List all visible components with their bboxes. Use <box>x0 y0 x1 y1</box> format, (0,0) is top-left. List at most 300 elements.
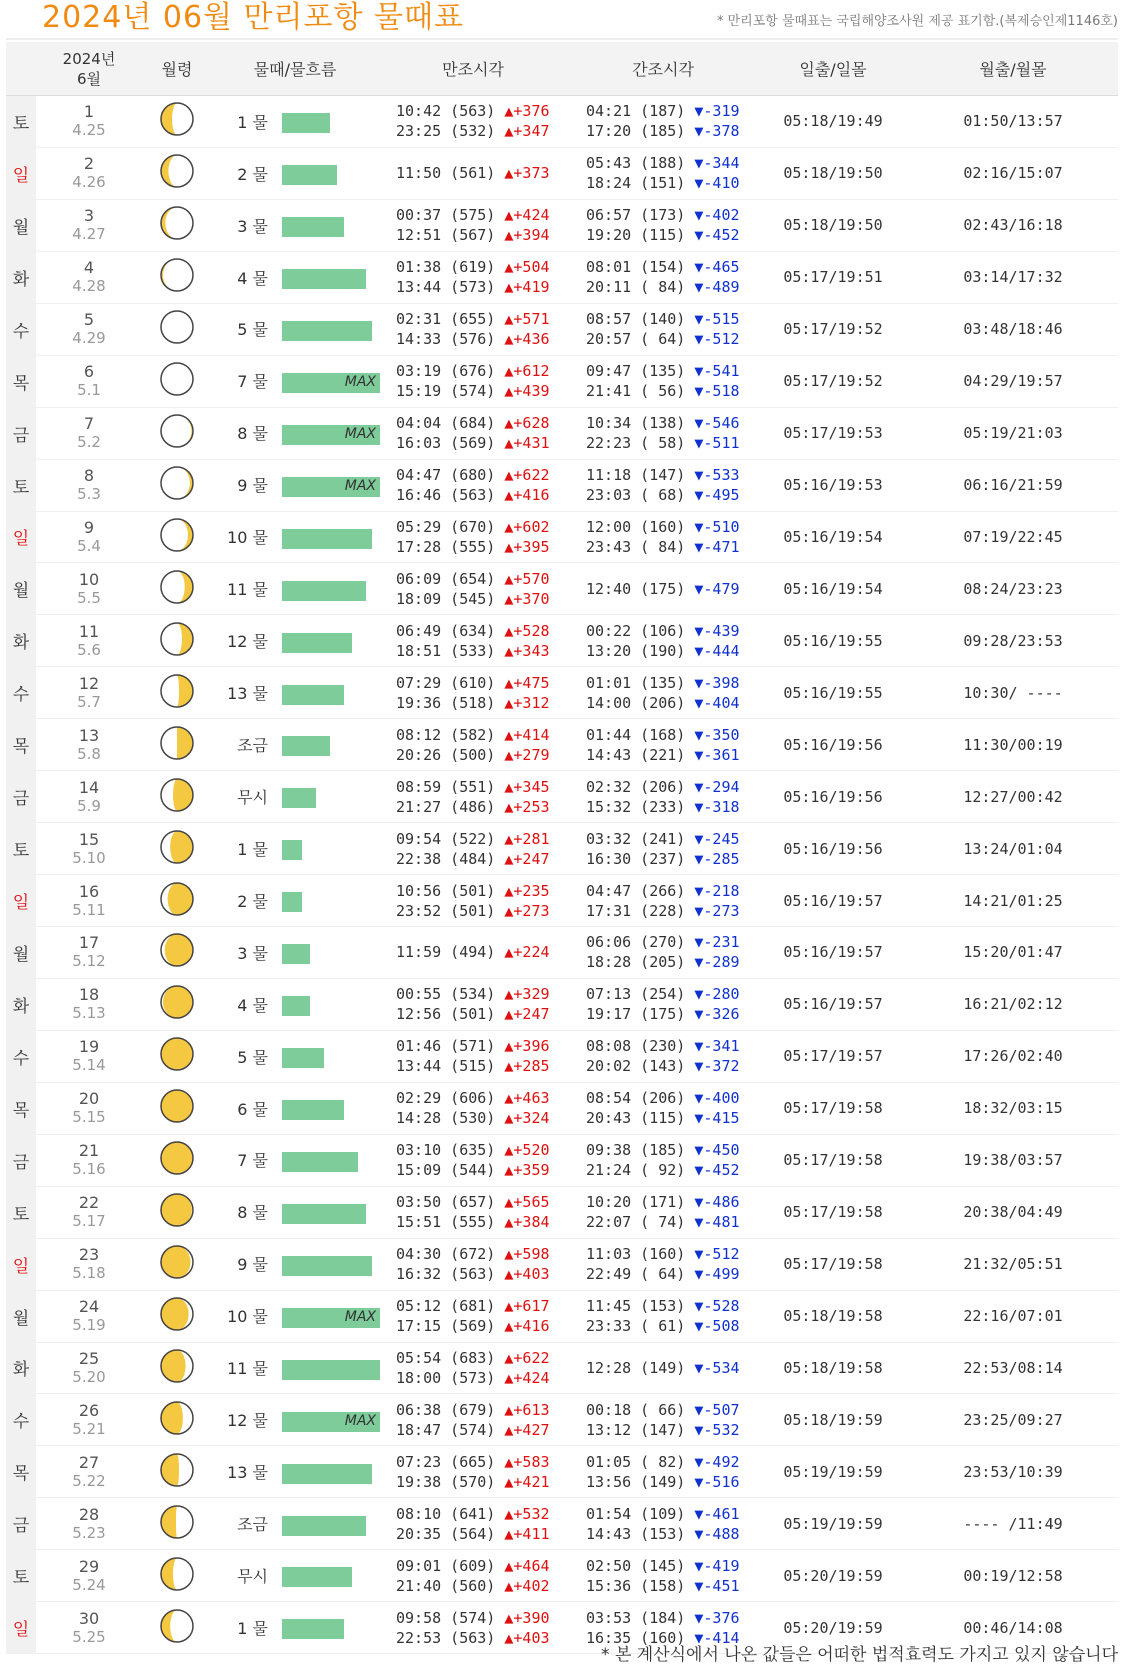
low-tide-line <box>568 1244 758 1264</box>
rise-value: ▲+617 <box>504 1297 550 1316</box>
fall-value: ▼-492 <box>694 1452 740 1471</box>
fall-value: ▼-273 <box>694 901 740 920</box>
moon-phase-cell <box>142 251 212 303</box>
tide-time: 12:51 (567) <box>396 226 505 245</box>
high-tide-line <box>378 849 568 869</box>
table-row <box>6 1290 1118 1342</box>
tide-name: 3 물 <box>237 216 268 236</box>
fall-value: ▼-245 <box>694 829 740 848</box>
solar-day: 10 <box>78 569 100 589</box>
weekday-cell: 토 <box>6 459 36 511</box>
high-tide-line <box>378 1348 568 1368</box>
fall-value: ▼-511 <box>694 434 740 453</box>
moon-phase-icon <box>159 881 195 917</box>
page-title: 2024년 06월 만리포항 물때표 <box>42 0 464 35</box>
table-row <box>6 563 1118 615</box>
moon-phase-icon <box>159 517 195 553</box>
high-tide-line <box>378 465 568 485</box>
divider <box>6 38 1118 40</box>
high-tide-line <box>378 309 568 329</box>
sunrise-sunset: 05:20/19:59 <box>758 1602 908 1654</box>
moonrise-moonset: 00:46/14:08 <box>908 1602 1118 1654</box>
tide-time: 18:00 (573) <box>396 1368 505 1387</box>
tide-name: 5 물 <box>237 1047 268 1067</box>
solar-day: 22 <box>78 1193 100 1213</box>
moon-phase-cell <box>142 1238 212 1290</box>
table-row <box>6 511 1118 563</box>
tide-time: 20:43 (115) <box>586 1109 695 1128</box>
low-tide-line <box>568 173 758 193</box>
tide-time: 22:53 (563) <box>396 1628 505 1647</box>
weekday-cell: 목 <box>6 719 36 771</box>
high-tide-line <box>378 1368 568 1388</box>
date-cell <box>36 303 142 355</box>
fall-value: ▼-294 <box>694 777 740 796</box>
flow-bar <box>282 1619 344 1639</box>
table-row <box>6 1186 1118 1238</box>
sunrise-sunset: 05:17/19:58 <box>758 1186 908 1238</box>
date-cell <box>36 823 142 875</box>
low-tide-line <box>568 277 758 297</box>
rise-value: ▲+571 <box>504 310 550 329</box>
lunar-date: 5.18 <box>72 1264 106 1283</box>
tide-cell <box>212 615 378 667</box>
fall-value: ▼-285 <box>694 849 740 868</box>
header-weekday <box>6 42 36 96</box>
tide-time: 04:47 (266) <box>586 881 695 900</box>
low-tide-line <box>568 1212 758 1232</box>
tide-time: 01:05 ( 82) <box>586 1452 695 1471</box>
header-high: 만조시각 <box>378 42 568 96</box>
low-tide <box>568 615 758 667</box>
rise-value: ▲+411 <box>504 1524 550 1543</box>
tide-time: 20:57 ( 64) <box>586 330 695 349</box>
rise-value: ▲+427 <box>504 1420 550 1439</box>
moonrise-moonset: 18:32/03:15 <box>908 1082 1118 1134</box>
sunrise-sunset: 05:17/19:53 <box>758 407 908 459</box>
tide-table <box>6 42 1118 1654</box>
sunrise-sunset: 05:18/19:50 <box>758 199 908 251</box>
moonrise-moonset: 02:43/16:18 <box>908 199 1118 251</box>
sunrise-sunset: 05:18/19:50 <box>758 147 908 199</box>
rise-value: ▲+583 <box>504 1452 550 1471</box>
weekday-cell: 화 <box>6 978 36 1030</box>
solar-day: 17 <box>78 933 100 953</box>
weekday-cell: 일 <box>6 1238 36 1290</box>
rise-value: ▲+373 <box>504 164 550 183</box>
high-tide <box>378 1446 568 1498</box>
low-tide-line <box>568 1192 758 1212</box>
tide-time: 12:28 (149) <box>586 1358 695 1377</box>
tide-name: 11 물 <box>227 1359 268 1379</box>
fall-value: ▼-512 <box>694 1245 740 1264</box>
tide-name: 4 물 <box>237 268 268 288</box>
moonrise-moonset: 22:16/07:01 <box>908 1290 1118 1342</box>
rise-value: ▲+394 <box>504 226 550 245</box>
high-tide-line <box>378 329 568 349</box>
lunar-date: 5.22 <box>72 1471 106 1490</box>
moon-phase-icon <box>159 1608 195 1644</box>
date-cell <box>36 147 142 199</box>
tide-time: 19:36 (518) <box>396 693 505 712</box>
moonrise-moonset: ---- /11:49 <box>908 1498 1118 1550</box>
weekday-cell: 수 <box>6 1394 36 1446</box>
low-tide <box>568 667 758 719</box>
low-tide <box>568 1498 758 1550</box>
moonrise-moonset: 02:16/15:07 <box>908 147 1118 199</box>
tide-name: 12 물 <box>227 1411 268 1431</box>
tide-cell <box>212 719 378 771</box>
moon-phase-cell <box>142 771 212 823</box>
tide-time: 00:18 ( 66) <box>586 1400 695 1419</box>
low-tide <box>568 1394 758 1446</box>
rise-value: ▲+312 <box>504 693 550 712</box>
weekday-cell: 금 <box>6 771 36 823</box>
tide-time: 09:38 (185) <box>586 1141 695 1160</box>
date-cell <box>36 927 142 979</box>
low-tide <box>568 511 758 563</box>
low-tide-line <box>568 777 758 797</box>
low-tide-line <box>568 984 758 1004</box>
lunar-date: 4.26 <box>72 173 106 192</box>
moon-phase-cell <box>142 978 212 1030</box>
lunar-date: 5.11 <box>72 900 106 919</box>
fall-value: ▼-218 <box>694 881 740 900</box>
solar-day: 27 <box>78 1452 100 1472</box>
moonrise-moonset: 16:21/02:12 <box>908 978 1118 1030</box>
fall-value: ▼-479 <box>694 579 740 598</box>
tide-cell <box>212 407 378 459</box>
tide-time: 16:35 (160) <box>586 1628 695 1647</box>
fall-value: ▼-319 <box>694 102 740 121</box>
tide-name: 8 물 <box>237 1203 268 1223</box>
moon-phase-cell <box>142 407 212 459</box>
low-tide-line <box>568 413 758 433</box>
sunrise-sunset: 05:17/19:52 <box>758 303 908 355</box>
tide-time: 07:29 (610) <box>396 673 505 692</box>
tide-time: 05:29 (670) <box>396 517 505 536</box>
tide-time: 15:19 (574) <box>396 382 505 401</box>
moon-phase-cell <box>142 875 212 927</box>
high-tide <box>378 251 568 303</box>
high-tide <box>378 1602 568 1654</box>
tide-time: 11:50 (561) <box>396 164 505 183</box>
tide-time: 20:26 (500) <box>396 745 505 764</box>
weekday-cell: 일 <box>6 1602 36 1654</box>
fall-value: ▼-510 <box>694 517 740 536</box>
fall-value: ▼-376 <box>694 1608 740 1627</box>
tide-time: 03:53 (184) <box>586 1608 695 1627</box>
tide-time: 14:43 (153) <box>586 1524 695 1543</box>
low-tide <box>568 563 758 615</box>
high-tide-line <box>378 1004 568 1024</box>
sunrise-sunset: 05:18/19:59 <box>758 1394 908 1446</box>
high-tide-line <box>378 881 568 901</box>
tide-time: 21:24 ( 92) <box>586 1161 695 1180</box>
tide-time: 23:33 ( 61) <box>586 1317 695 1336</box>
high-tide-line <box>378 1192 568 1212</box>
flow-bar <box>282 1256 372 1276</box>
moon-phase-icon <box>159 1400 195 1436</box>
weekday-cell: 일 <box>6 147 36 199</box>
weekday-cell: 월 <box>6 199 36 251</box>
low-tide-line <box>568 1108 758 1128</box>
table-row <box>6 407 1118 459</box>
weekday-cell: 화 <box>6 251 36 303</box>
fall-value: ▼-410 <box>694 174 740 193</box>
tide-name: 9 물 <box>237 476 268 496</box>
tide-time: 17:20 (185) <box>586 122 695 141</box>
tide-name: 8 물 <box>237 424 268 444</box>
flow-bar <box>282 1308 380 1328</box>
low-tide-line <box>568 1472 758 1492</box>
flow-bar <box>282 1516 366 1536</box>
rise-value: ▲+419 <box>504 278 550 297</box>
tide-name: 10 물 <box>227 1307 268 1327</box>
high-tide-line <box>378 205 568 225</box>
solar-day: 16 <box>78 881 100 901</box>
tide-time: 06:57 (173) <box>586 206 695 225</box>
high-tide <box>378 978 568 1030</box>
moon-phase-cell <box>142 511 212 563</box>
tide-time: 03:32 (241) <box>586 829 695 848</box>
tide-time: 01:38 (619) <box>396 258 505 277</box>
rise-value: ▲+570 <box>504 569 550 588</box>
fall-value: ▼-372 <box>694 1057 740 1076</box>
tide-name: 무시 <box>237 1566 268 1586</box>
tide-time: 11:03 (160) <box>586 1245 695 1264</box>
high-tide <box>378 147 568 199</box>
low-tide <box>568 1030 758 1082</box>
weekday-cell: 월 <box>6 1290 36 1342</box>
date-cell <box>36 459 142 511</box>
high-tide-line <box>378 381 568 401</box>
high-tide-line <box>378 1244 568 1264</box>
tide-cell <box>212 563 378 615</box>
tide-time: 20:02 (143) <box>586 1057 695 1076</box>
low-tide-line <box>568 1088 758 1108</box>
high-tide-line <box>378 101 568 121</box>
sunrise-sunset: 05:17/19:58 <box>758 1082 908 1134</box>
solar-day: 6 <box>83 362 95 382</box>
moon-phase-icon <box>159 1452 195 1488</box>
moonrise-moonset: 06:16/21:59 <box>908 459 1118 511</box>
rise-value: ▲+628 <box>504 414 550 433</box>
date-cell <box>36 1602 142 1654</box>
tide-name: 13 물 <box>227 684 268 704</box>
tide-time: 08:59 (551) <box>396 777 505 796</box>
moon-phase-cell <box>142 1082 212 1134</box>
lunar-date: 5.20 <box>72 1367 106 1386</box>
header-moon: 월령 <box>142 42 212 96</box>
source-note: * 만리포항 물때표는 국립해양조사원 제공 표기함.(복제승인제1146호) <box>716 14 1118 29</box>
moonrise-moonset: 14:21/01:25 <box>908 875 1118 927</box>
low-tide-line <box>568 1576 758 1596</box>
rise-value: ▲+622 <box>504 1348 550 1367</box>
low-tide-line <box>568 361 758 381</box>
high-tide-line <box>378 121 568 141</box>
lunar-date: 5.3 <box>77 485 101 504</box>
high-tide-line <box>378 673 568 693</box>
high-tide-line <box>378 1140 568 1160</box>
lunar-date: 5.25 <box>72 1627 106 1646</box>
high-tide-line <box>378 1400 568 1420</box>
tide-time: 04:47 (680) <box>396 466 505 485</box>
weekday-cell: 수 <box>6 667 36 719</box>
tide-time: 14:28 (530) <box>396 1109 505 1128</box>
lunar-date: 5.14 <box>72 1056 106 1075</box>
solar-day: 26 <box>78 1400 100 1420</box>
tide-time: 09:01 (609) <box>396 1556 505 1575</box>
tide-time: 14:43 (221) <box>586 745 695 764</box>
low-tide <box>568 875 758 927</box>
flow-bar <box>282 685 344 705</box>
date-cell <box>36 1498 142 1550</box>
tide-time: 18:28 (205) <box>586 953 695 972</box>
moon-phase-icon <box>159 465 195 501</box>
tide-cell <box>212 1134 378 1186</box>
weekday-cell: 월 <box>6 927 36 979</box>
rise-value: ▲+504 <box>504 258 550 277</box>
header-tide: 물때/물흐름 <box>212 42 378 96</box>
table-row <box>6 615 1118 667</box>
lunar-date: 4.27 <box>72 225 106 244</box>
tide-cell <box>212 1602 378 1654</box>
tide-time: 15:51 (555) <box>396 1213 505 1232</box>
solar-day: 11 <box>78 621 100 641</box>
high-tide <box>378 303 568 355</box>
lunar-date: 4.28 <box>72 277 106 296</box>
date-cell <box>36 1446 142 1498</box>
moonrise-moonset: 07:19/22:45 <box>908 511 1118 563</box>
fall-value: ▼-419 <box>694 1556 740 1575</box>
moon-phase-cell <box>142 1602 212 1654</box>
tide-time: 13:20 (190) <box>586 641 695 660</box>
tide-cell <box>212 1030 378 1082</box>
sunrise-sunset: 05:20/19:59 <box>758 1550 908 1602</box>
flow-bar <box>282 113 330 133</box>
solar-day: 2 <box>83 154 95 174</box>
fall-value: ▼-439 <box>694 621 740 640</box>
rise-value: ▲+403 <box>504 1628 550 1647</box>
tide-time: 08:54 (206) <box>586 1089 695 1108</box>
tide-name: 12 물 <box>227 632 268 652</box>
rise-value: ▲+436 <box>504 330 550 349</box>
tide-time: 18:47 (574) <box>396 1420 505 1439</box>
date-cell <box>36 96 142 148</box>
sunrise-sunset: 05:16/19:54 <box>758 563 908 615</box>
high-tide <box>378 563 568 615</box>
low-tide <box>568 927 758 979</box>
tide-time: 08:01 (154) <box>586 258 695 277</box>
moon-phase-cell <box>142 615 212 667</box>
lunar-date: 5.15 <box>72 1108 106 1127</box>
weekday-cell: 금 <box>6 1498 36 1550</box>
low-tide <box>568 1290 758 1342</box>
weekday-cell: 토 <box>6 823 36 875</box>
low-tide-line <box>568 1296 758 1316</box>
sunrise-sunset: 05:17/19:58 <box>758 1134 908 1186</box>
solar-day: 1 <box>83 102 95 122</box>
fall-value: ▼-488 <box>694 1524 740 1543</box>
date-cell <box>36 1186 142 1238</box>
fall-value: ▼-350 <box>694 725 740 744</box>
tide-time: 20:11 ( 84) <box>586 278 695 297</box>
tide-time: 08:08 (230) <box>586 1037 695 1056</box>
low-tide-line <box>568 952 758 972</box>
tide-time: 08:10 (641) <box>396 1504 505 1523</box>
low-tide-line <box>568 1524 758 1544</box>
high-tide <box>378 1290 568 1342</box>
low-tide <box>568 251 758 303</box>
moon-phase-icon <box>159 725 195 761</box>
table-row <box>6 875 1118 927</box>
fall-value: ▼-489 <box>694 278 740 297</box>
high-tide-line <box>378 1264 568 1284</box>
table-row <box>6 355 1118 407</box>
fall-value: ▼-414 <box>694 1628 740 1647</box>
solar-day: 19 <box>78 1037 100 1057</box>
weekday-cell: 일 <box>6 875 36 927</box>
moon-phase-cell <box>142 1550 212 1602</box>
solar-day: 13 <box>78 725 100 745</box>
tide-time: 05:43 (188) <box>586 154 695 173</box>
tide-time: 04:04 (684) <box>396 414 505 433</box>
tide-name: 2 물 <box>237 164 268 184</box>
fall-value: ▼-289 <box>694 953 740 972</box>
low-tide-line <box>568 1056 758 1076</box>
low-tide <box>568 303 758 355</box>
tide-time: 00:22 (106) <box>586 621 695 640</box>
tide-time: 11:45 (153) <box>586 1297 695 1316</box>
weekday-cell: 목 <box>6 355 36 407</box>
tide-time: 06:06 (270) <box>586 933 695 952</box>
tide-time: 15:36 (158) <box>586 1576 695 1595</box>
tide-name: 5 물 <box>237 320 268 340</box>
sunrise-sunset: 05:16/19:55 <box>758 667 908 719</box>
low-tide <box>568 1550 758 1602</box>
low-tide-line <box>568 121 758 141</box>
tide-name: 조금 <box>237 735 268 755</box>
moon-phase-icon <box>159 777 195 813</box>
sunrise-sunset: 05:16/19:55 <box>758 615 908 667</box>
tide-time: 14:33 (576) <box>396 330 505 349</box>
fall-value: ▼-499 <box>694 1265 740 1284</box>
table-row <box>6 1082 1118 1134</box>
table-row <box>6 199 1118 251</box>
sunrise-sunset: 05:18/19:58 <box>758 1342 908 1394</box>
low-tide-line <box>568 932 758 952</box>
fall-value: ▼-398 <box>694 673 740 692</box>
moon-phase-cell <box>142 1186 212 1238</box>
moon-phase-cell <box>142 199 212 251</box>
tide-time: 13:44 (573) <box>396 278 505 297</box>
date-cell <box>36 1238 142 1290</box>
moon-phase-icon <box>159 569 195 605</box>
rise-value: ▲+424 <box>504 1368 550 1387</box>
header-sun: 일출/일몰 <box>758 42 908 96</box>
tide-time: 08:12 (582) <box>396 725 505 744</box>
moon-phase-cell <box>142 1498 212 1550</box>
high-tide-line <box>378 1088 568 1108</box>
high-tide <box>378 719 568 771</box>
tide-time: 18:24 (151) <box>586 174 695 193</box>
high-tide-line <box>378 1452 568 1472</box>
fall-value: ▼-534 <box>694 1358 740 1377</box>
tide-time: 21:27 (486) <box>396 797 505 816</box>
high-tide-line <box>378 1316 568 1336</box>
moon-phase-icon <box>159 1244 195 1280</box>
